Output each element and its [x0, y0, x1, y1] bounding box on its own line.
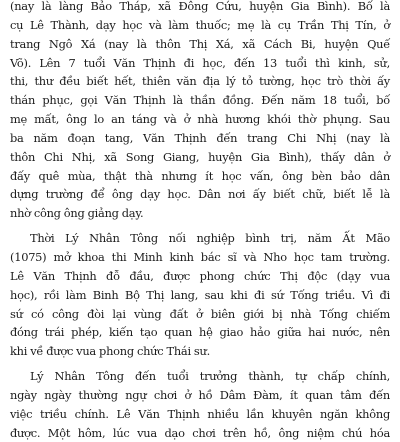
book-page	[10, 0, 390, 442]
text-line: sứ có công đòi lại vùng đất ở biên giới bị nhà Tống chiếm	[10, 306, 390, 321]
text-line: thôn Chi Nhị, xã Song Giang, huyện Gia Bình), thấy dân ở	[10, 149, 390, 164]
text-line: thi, thư đều biết hết, thiên văn địa lý tỏ tường, học trò thời ấy	[10, 74, 390, 89]
text-line: được. Một hôm, lúc vua dạo chơi trên hồ, ông niệm chú hóa	[10, 425, 390, 440]
text-line: việc triều chính. Lê Văn Thịnh nhiều lần khuyên ngăn không	[10, 406, 390, 421]
text-line: Thời Lý Nhân Tông nối nghiệp bình trị, năm Ất Mão	[30, 231, 390, 246]
text-line: cụ Lê Thành, dạy học và làm thuốc; mẹ là cụ Trần Thị Tín, ở	[10, 17, 390, 32]
text-line: Lý Nhân Tông đến tuổi trưởng thành, tự chấp chính,	[30, 369, 390, 384]
text-line: ngày ngày thường ngự chơi ở hồ Dâm Đàm, ít quan tâm đến	[10, 387, 390, 402]
paragraph-3	[10, 367, 390, 442]
text-line: học), rồi làm Binh Bộ Thị lang, sau khi đi sứ Tống triều. Vì đi	[10, 287, 390, 302]
text-line: Võ). Lên 7 tuổi Văn Thịnh đi học, đến 13 tuổi thì kinh, sử,	[10, 55, 390, 70]
paragraph-2	[10, 229, 390, 361]
text-line: đấy quê mùa, thật thà nhưng ít học vấn, ông bèn bảo dân	[10, 168, 390, 183]
text-line: nhờ công ông giảng dạy.	[10, 206, 144, 221]
text-line: thán phục, gọi Văn Thịnh là thần đồng. Đến năm 18 tuổi, bố	[10, 93, 390, 108]
text-line: Lê Văn Thịnh đỗ đầu, được phong chức Thị độc (dạy vua	[10, 268, 390, 283]
text-line: mẹ mất, ông lo an táng và ở nhà hương khói thờ phụng. Sau	[10, 112, 390, 127]
text-line: dựng trường để ông dạy học. Dân nơi ấy biết chữ, biết lễ là	[10, 187, 390, 202]
text-line: (1075) mở khoa thi Minh kinh bác sĩ và Nho học tam trường.	[10, 249, 390, 264]
text-line: khi về được vua phong chức Thái sư.	[10, 344, 210, 359]
paragraph-1	[10, 0, 390, 223]
text-line: (nay là làng Bảo Tháp, xã Đông Cứu, huyện Gia Bình). Bố là	[10, 0, 390, 13]
text-line: ba năm đoạn tang, Văn Thịnh đến trang Chi Nhị (nay là	[10, 130, 390, 145]
text-line: đóng trái phép, kiến tạo quan hệ giao hảo giữa hai nước, nên	[10, 325, 390, 340]
text-line: trang Ngô Xá (nay là thôn Thị Xá, xã Cách Bi, huyện Quế	[10, 36, 390, 51]
